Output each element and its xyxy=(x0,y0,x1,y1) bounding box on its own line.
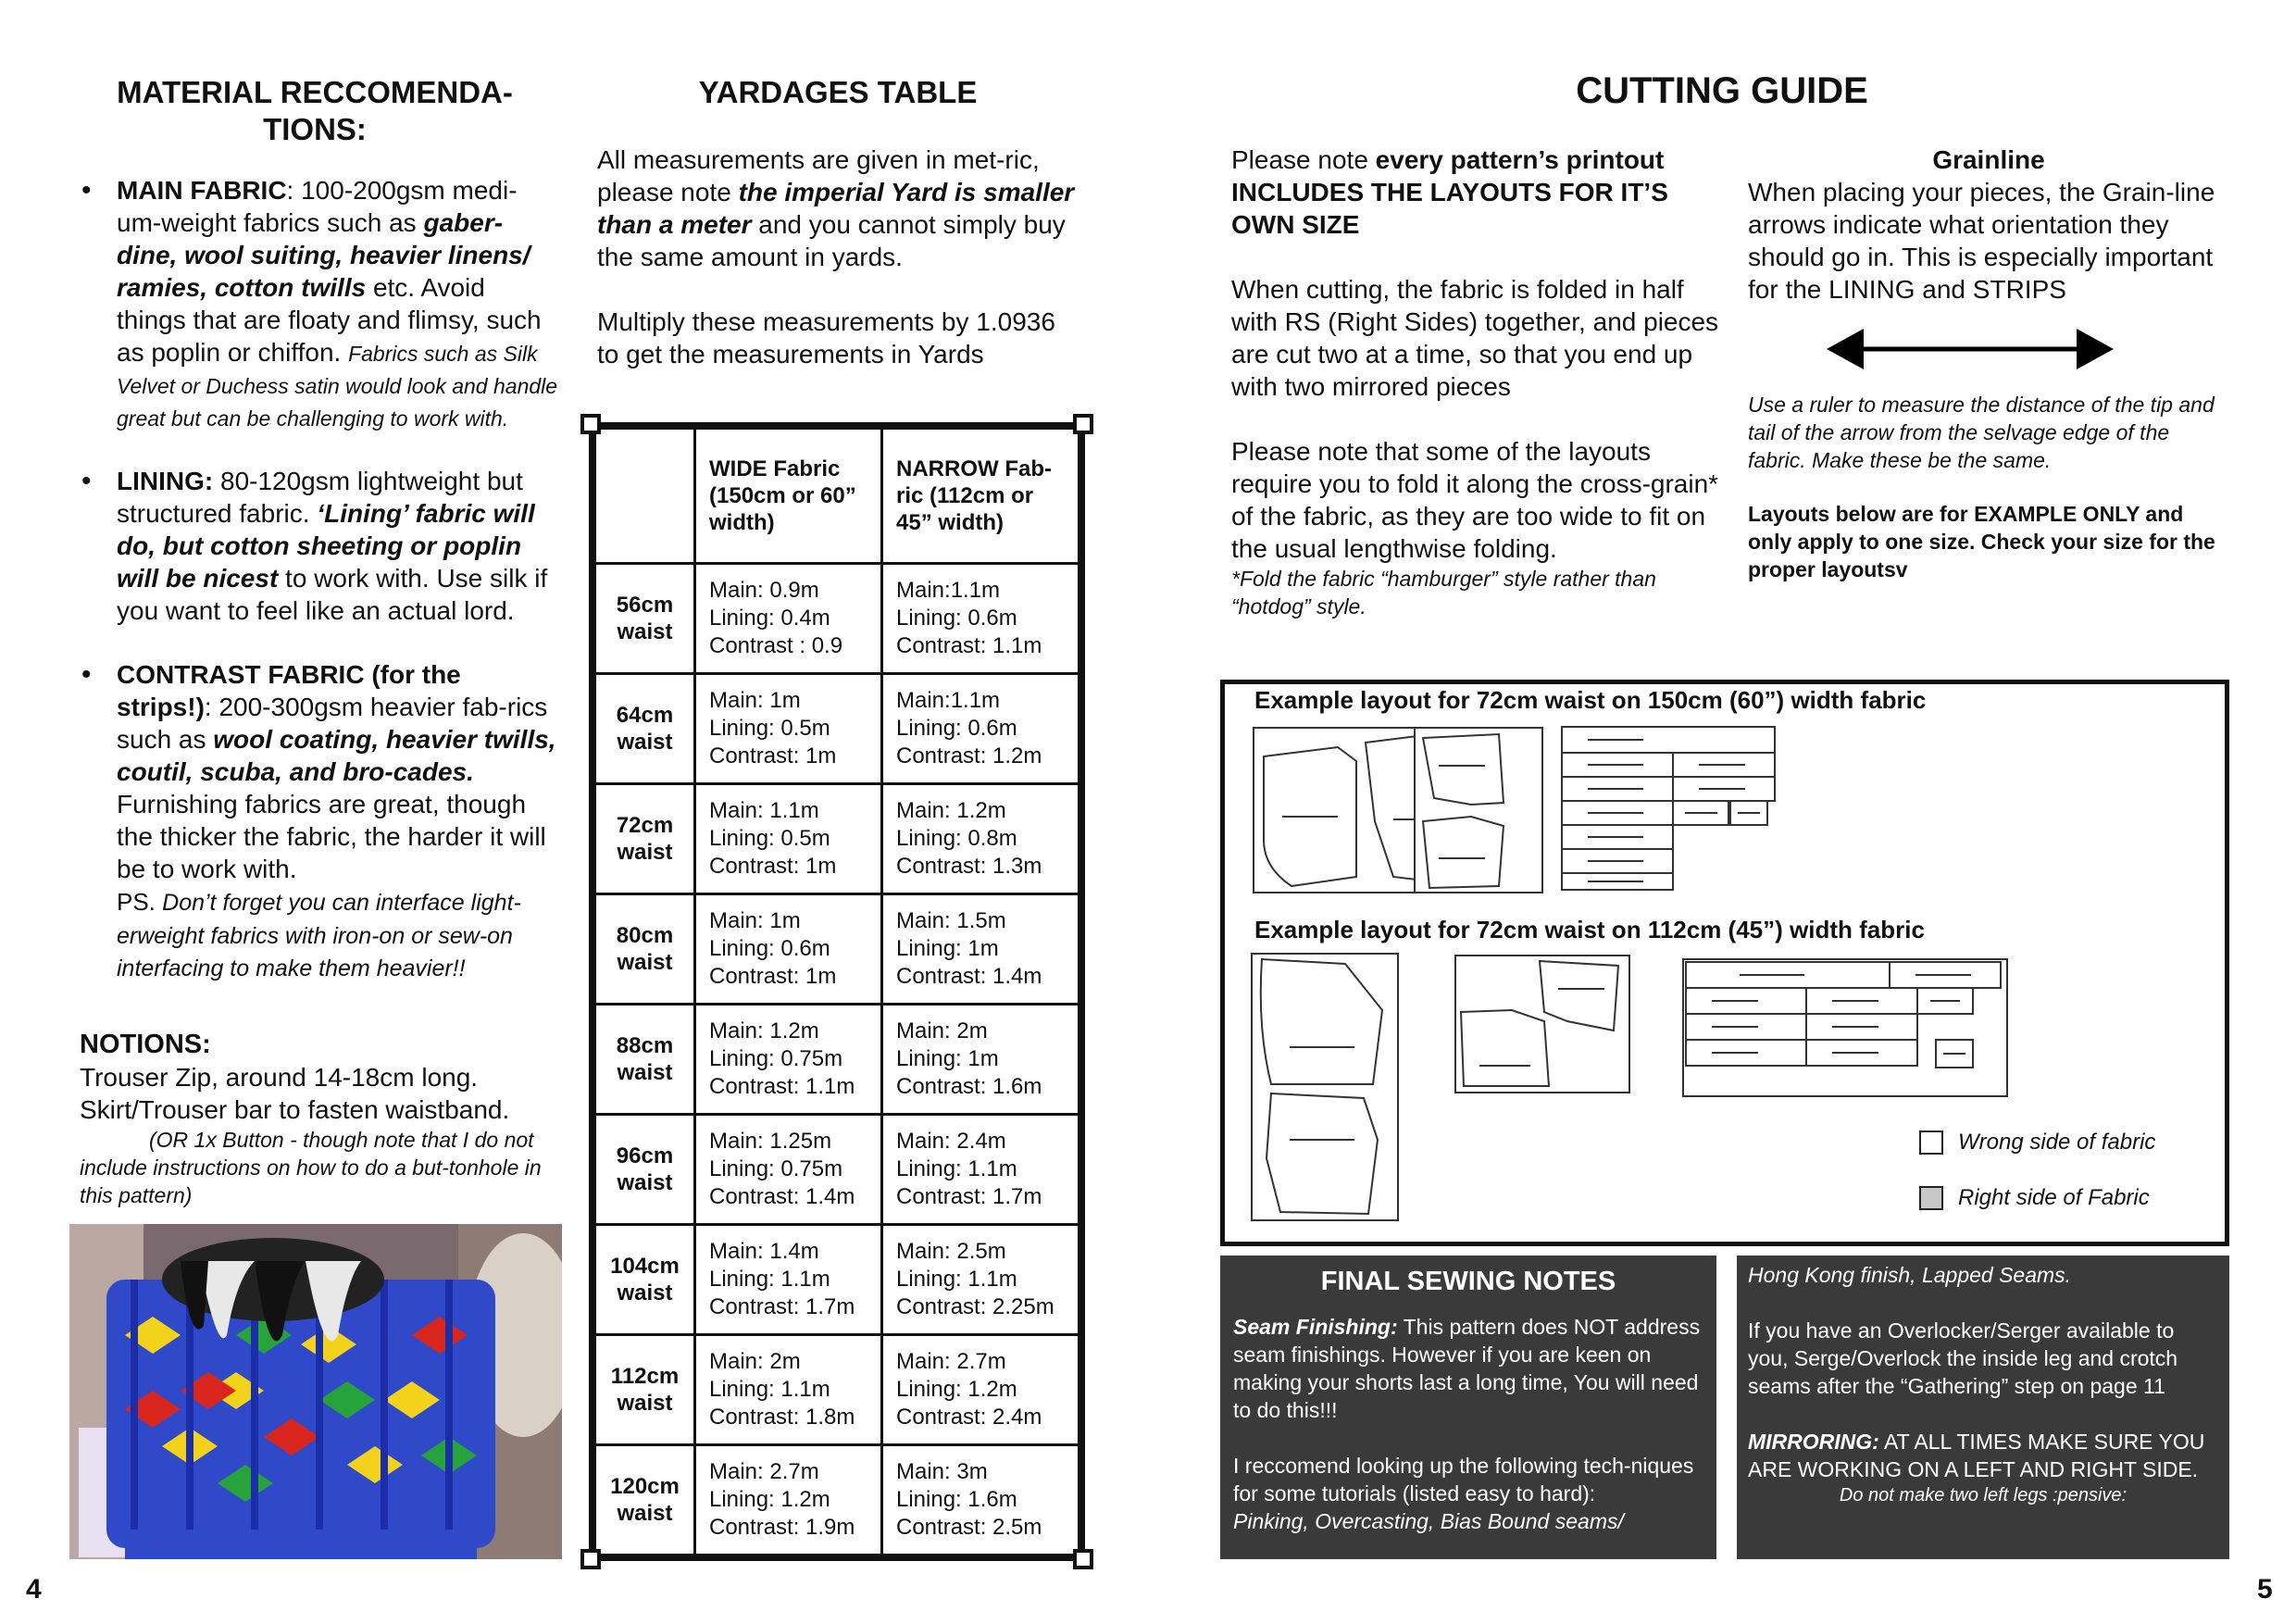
wide-fabric-cell xyxy=(695,894,882,1005)
mirroring-text: MIRRORING: AT ALL TIMES MAKE SURE YOU ARE WORKING ON A LEFT AND RIGHT SIDE. xyxy=(1748,1430,2205,1481)
legend-wrong-side-label: Wrong side of fabric xyxy=(1958,1130,2156,1155)
measurement-line: Main: 1.5m xyxy=(896,908,1006,934)
wide-fabric-cell xyxy=(695,674,882,784)
list-item-contrast: • CONTRAST FABRIC (for the strips!): 200-300gsm heavier fab-rics such as wool coating, heavier twills, coutil, scuba, and bro-cades. Furnishing fabrics are great, though the thicker the fabric, the harder it will be to work with. PS. Don’t forget you can interface light-erweight fabrics with iron-on or sew-on interfacing to make them heavier!! xyxy=(80,658,561,983)
waist-cell: 56cm waist xyxy=(595,564,695,674)
yardage-multiply: Multiply these measurements by 1.0936 to get the measurements in Yards xyxy=(597,307,1055,369)
cutting-title: CUTTING GUIDE xyxy=(1576,70,1868,111)
measurement-line: Contrast: 1.4m xyxy=(896,964,1042,990)
wide-fabric-cell xyxy=(695,564,882,674)
measurement-line: Contrast: 1.3m xyxy=(896,854,1042,880)
waist-cell: 88cm waist xyxy=(595,1005,695,1115)
grainline-example-note: Layouts below are for EXAMPLE ONLY and only apply to one size. Check your size for the proper layoutsv xyxy=(1748,502,2215,581)
measurement-line: Lining: 0.75m xyxy=(709,1046,843,1071)
narrow-fabric-cell xyxy=(882,674,1079,784)
cutting-note-2: When cutting, the fabric is folded in half with RS (Right Sides) together, and pieces are cut two at a time, so that you end up with two mirrored pieces xyxy=(1231,275,1719,401)
waist-cell: 72cm waist xyxy=(595,784,695,894)
waist-cell: 80cm waist xyxy=(595,894,695,1005)
waist-cell: 64cm waist xyxy=(595,674,695,784)
notions-line: Trouser Zip, around 14-18cm long. xyxy=(80,1063,479,1092)
fabric-panel xyxy=(1414,727,1543,893)
measurement-line: Lining: 1.2m xyxy=(709,1486,830,1512)
measurement-line: Lining: 0.5m xyxy=(709,716,830,742)
mirroring-joke: Do not make two left legs :pensive: xyxy=(1839,1485,2128,1505)
narrow-fabric-cell xyxy=(882,1115,1079,1225)
narrow-fabric-cell xyxy=(882,1334,1079,1444)
technique-intro: I reccomend looking up the following tech-niques for some tutorials (listed easy to hard): xyxy=(1233,1454,1694,1505)
final-notes-panel-continued xyxy=(1737,1255,2229,1559)
strip-layout xyxy=(1560,725,1778,892)
grainline-arrow-icon xyxy=(1748,317,2229,381)
table-header: NARROW Fab-ric (112cm or 45” width) xyxy=(882,429,1079,564)
grainline-note: Use a ruler to measure the distance of the tip and tail of the arrow from the selvage edge of the fabric. Make these be the same. xyxy=(1748,393,2215,472)
measurement-line: Lining: 0.6m xyxy=(896,606,1017,631)
shorts-photo xyxy=(69,1224,562,1559)
measurement-line: Main: 2.4m xyxy=(896,1128,1006,1154)
measurement-line: Contrast: 1.9m xyxy=(709,1514,855,1540)
legend-right-side-label: Right side of Fabric xyxy=(1958,1185,2150,1210)
measurement-line: Contrast: 1.7m xyxy=(896,1183,1042,1209)
measurement-line: Main: 1.4m xyxy=(709,1238,819,1264)
measurement-line: Lining: 1.1m xyxy=(896,1156,1017,1181)
measurement-line: Contrast: 2.25m xyxy=(896,1293,1054,1319)
measurement-line: Contrast: 2.4m xyxy=(896,1404,1042,1430)
measurement-line: Main: 1.2m xyxy=(709,1018,819,1043)
yardage-title: YARDAGES TABLE xyxy=(698,75,978,109)
table-row xyxy=(595,784,1079,894)
grainline-col xyxy=(1748,144,2229,583)
measurement-line: Main: 0.9m xyxy=(709,578,819,604)
measurement-line: Main: 2m xyxy=(709,1348,801,1374)
table-row xyxy=(595,564,1079,674)
material-title: MATERIAL RECCOMENDA- TIONS: xyxy=(117,75,513,146)
measurement-line: Lining: 0.8m xyxy=(896,826,1017,852)
measurement-line: Lining: 0.6m xyxy=(896,716,1017,742)
table-row xyxy=(595,674,1079,784)
table-row xyxy=(595,1115,1079,1225)
measurement-line: Lining: 1m xyxy=(896,936,999,962)
narrow-fabric-cell xyxy=(882,564,1079,674)
measurement-line: Lining: 0.75m xyxy=(709,1156,843,1181)
measurement-line: Lining: 0.4m xyxy=(709,606,830,631)
measurement-line: Contrast: 1.7m xyxy=(709,1293,855,1319)
measurement-line: Main: 1.25m xyxy=(709,1128,832,1154)
waist-cell: 104cm waist xyxy=(595,1224,695,1334)
measurement-line: Contrast : 0.9 xyxy=(709,633,843,659)
measurement-line: Lining: 1m xyxy=(896,1046,999,1071)
measurement-line: Contrast: 1m xyxy=(709,854,837,880)
notions-title: NOTIONS: xyxy=(80,1030,211,1059)
wide-fabric-cell xyxy=(695,1224,882,1334)
grainline-title: Grainline xyxy=(1932,145,2045,174)
table-row xyxy=(595,1224,1079,1334)
wide-fabric-cell xyxy=(695,1005,882,1115)
measurement-line: Lining: 1.2m xyxy=(896,1376,1017,1402)
waist-cell: 96cm waist xyxy=(595,1115,695,1225)
measurement-line: Main:1.1m xyxy=(896,578,1001,604)
grainline-text: When placing your pieces, the Grain-line arrows indicate what orientation they should go in. This is especially important for the LINING and STRIPS xyxy=(1748,178,2215,304)
measurement-line: Contrast: 1.6m xyxy=(896,1074,1042,1099)
page-number-right: 5 xyxy=(2257,1574,2273,1605)
measurement-line: Main: 2.5m xyxy=(896,1238,1006,1264)
fabric-panel xyxy=(1251,953,1399,1221)
waist-cell: 112cm waist xyxy=(595,1334,695,1444)
page-number-left: 4 xyxy=(26,1574,42,1605)
table-header xyxy=(595,429,695,564)
technique-list-continued: Hong Kong finish, Lapped Seams. xyxy=(1748,1263,2072,1287)
measurement-line: Lining: 0.6m xyxy=(709,936,830,962)
measurement-line: Main: 1.1m xyxy=(709,798,819,824)
measurement-line: Contrast: 1.1m xyxy=(896,633,1042,659)
measurement-line: Lining: 1.1m xyxy=(896,1266,1017,1292)
measurement-line: Contrast: 1m xyxy=(709,964,837,990)
layout-1-title: Example layout for 72cm waist on 150cm (60”) width fabric xyxy=(1254,686,1927,714)
wide-fabric-cell xyxy=(695,1115,882,1225)
table-header-row xyxy=(595,429,1079,564)
fabric-panel xyxy=(1454,955,1630,1093)
narrow-fabric-cell xyxy=(882,894,1079,1005)
narrow-fabric-cell xyxy=(882,784,1079,894)
yardage-table xyxy=(589,422,1085,1561)
measurement-line: Contrast: 1.1m xyxy=(709,1074,855,1099)
measurement-line: Contrast: 1m xyxy=(709,743,837,769)
yardage-intro: All measurements are given in met-ric, please note the imperial Yard is smaller than a meter and you cannot simply buy the same amount in yards. xyxy=(597,145,1075,271)
legend-right-side-swatch xyxy=(1919,1186,1943,1210)
wide-fabric-cell xyxy=(695,784,882,894)
table-row xyxy=(595,1005,1079,1115)
table-row xyxy=(595,1444,1079,1555)
notions-line: Skirt/Trouser bar to fasten waistband. xyxy=(80,1095,510,1124)
technique-list: Pinking, Overcasting, Bias Bound seams/ xyxy=(1233,1509,1624,1533)
measurement-line: Main: 1.2m xyxy=(896,798,1006,824)
table-row xyxy=(595,1334,1079,1444)
measurement-line: Lining: 0.5m xyxy=(709,826,830,852)
measurement-line: Main: 1m xyxy=(709,908,801,934)
measurement-line: Contrast: 1.8m xyxy=(709,1404,855,1430)
measurement-line: Main: 2m xyxy=(896,1018,988,1043)
narrow-fabric-cell xyxy=(882,1005,1079,1115)
measurement-line: Main: 2.7m xyxy=(896,1348,1006,1374)
table-header: WIDE Fabric (150cm or 60” width) xyxy=(695,429,882,564)
final-notes-title: FINAL SEWING NOTES xyxy=(1320,1267,1616,1296)
seam-finishing-text: Seam Finishing: This pattern does NOT address seam finishings. However if you are keen on making your shorts last a long time, You will need to do this!!! xyxy=(1233,1315,1701,1422)
measurement-line: Main: 3m xyxy=(896,1458,988,1484)
notions-note: (OR 1x Button - though note that I do not include instructions on how to do a but-tonhole in this pattern) xyxy=(80,1128,542,1207)
wide-fabric-cell xyxy=(695,1444,882,1555)
measurement-line: Contrast: 1.4m xyxy=(709,1183,855,1209)
list-item-lining: • LINING: 80-120gsm lightweight but structured fabric. ‘Lining’ fabric will do, but cotton sheeting or poplin will be nicest to work with. Use silk if you want to feel like an actual lord. xyxy=(80,465,561,627)
cutting-note-3: Please note that some of the layouts require you to fold it along the cross-grain* of the fabric, as they are too wide to fit on the usual lengthwise folding. xyxy=(1231,437,1719,563)
layout-2-title: Example layout for 72cm waist on 112cm (45”) width fabric xyxy=(1254,916,1925,943)
measurement-line: Contrast: 2.5m xyxy=(896,1514,1042,1540)
list-item-main-fabric: • MAIN FABRIC: 100-200gsm medi-um-weight fabrics such as gaber-dine, wool suiting, heavier linens/ ramies, cotton twills etc. Avoid things that are floaty and flimsy, such as poplin or chiffon. Fabrics such as Silk Velvet or Duchess satin would look and handle great but can be challenging to work with. xyxy=(80,174,561,433)
cutting-note-1: Please note every pattern’s printout INCLUDES THE LAYOUTS FOR IT’S OWN SIZE xyxy=(1231,145,1668,239)
overlocker-text: If you have an Overlocker/Serger available to you, Serge/Overlock the inside leg and crotch seams after the “Gathering” step on page 11 xyxy=(1748,1318,2178,1398)
waist-cell: 120cm waist xyxy=(595,1444,695,1555)
strip-layout xyxy=(1682,958,2008,1097)
final-notes-panel xyxy=(1220,1255,1716,1559)
photo-illustration xyxy=(69,1224,562,1559)
narrow-fabric-cell xyxy=(882,1224,1079,1334)
cutting-col-left xyxy=(1231,144,1722,620)
table-row xyxy=(595,894,1079,1005)
measurement-line: Lining: 1.6m xyxy=(896,1486,1017,1512)
legend-wrong-side-swatch xyxy=(1919,1131,1943,1155)
measurement-line: Contrast: 1.2m xyxy=(896,743,1042,769)
measurement-line: Main:1.1m xyxy=(896,688,1001,714)
measurement-line: Main: 1m xyxy=(709,688,801,714)
narrow-fabric-cell xyxy=(882,1444,1079,1555)
material-list xyxy=(80,174,561,1015)
measurement-line: Lining: 1.1m xyxy=(709,1266,830,1292)
wide-fabric-cell xyxy=(695,1334,882,1444)
layout-examples-box xyxy=(1220,680,2229,1246)
notions-section xyxy=(80,1028,561,1209)
cutting-note-footnote: *Fold the fabric “hamburger” style rather than “hotdog” style. xyxy=(1231,567,1656,618)
measurement-line: Lining: 1.1m xyxy=(709,1376,830,1402)
measurement-line: Main: 2.7m xyxy=(709,1458,819,1484)
